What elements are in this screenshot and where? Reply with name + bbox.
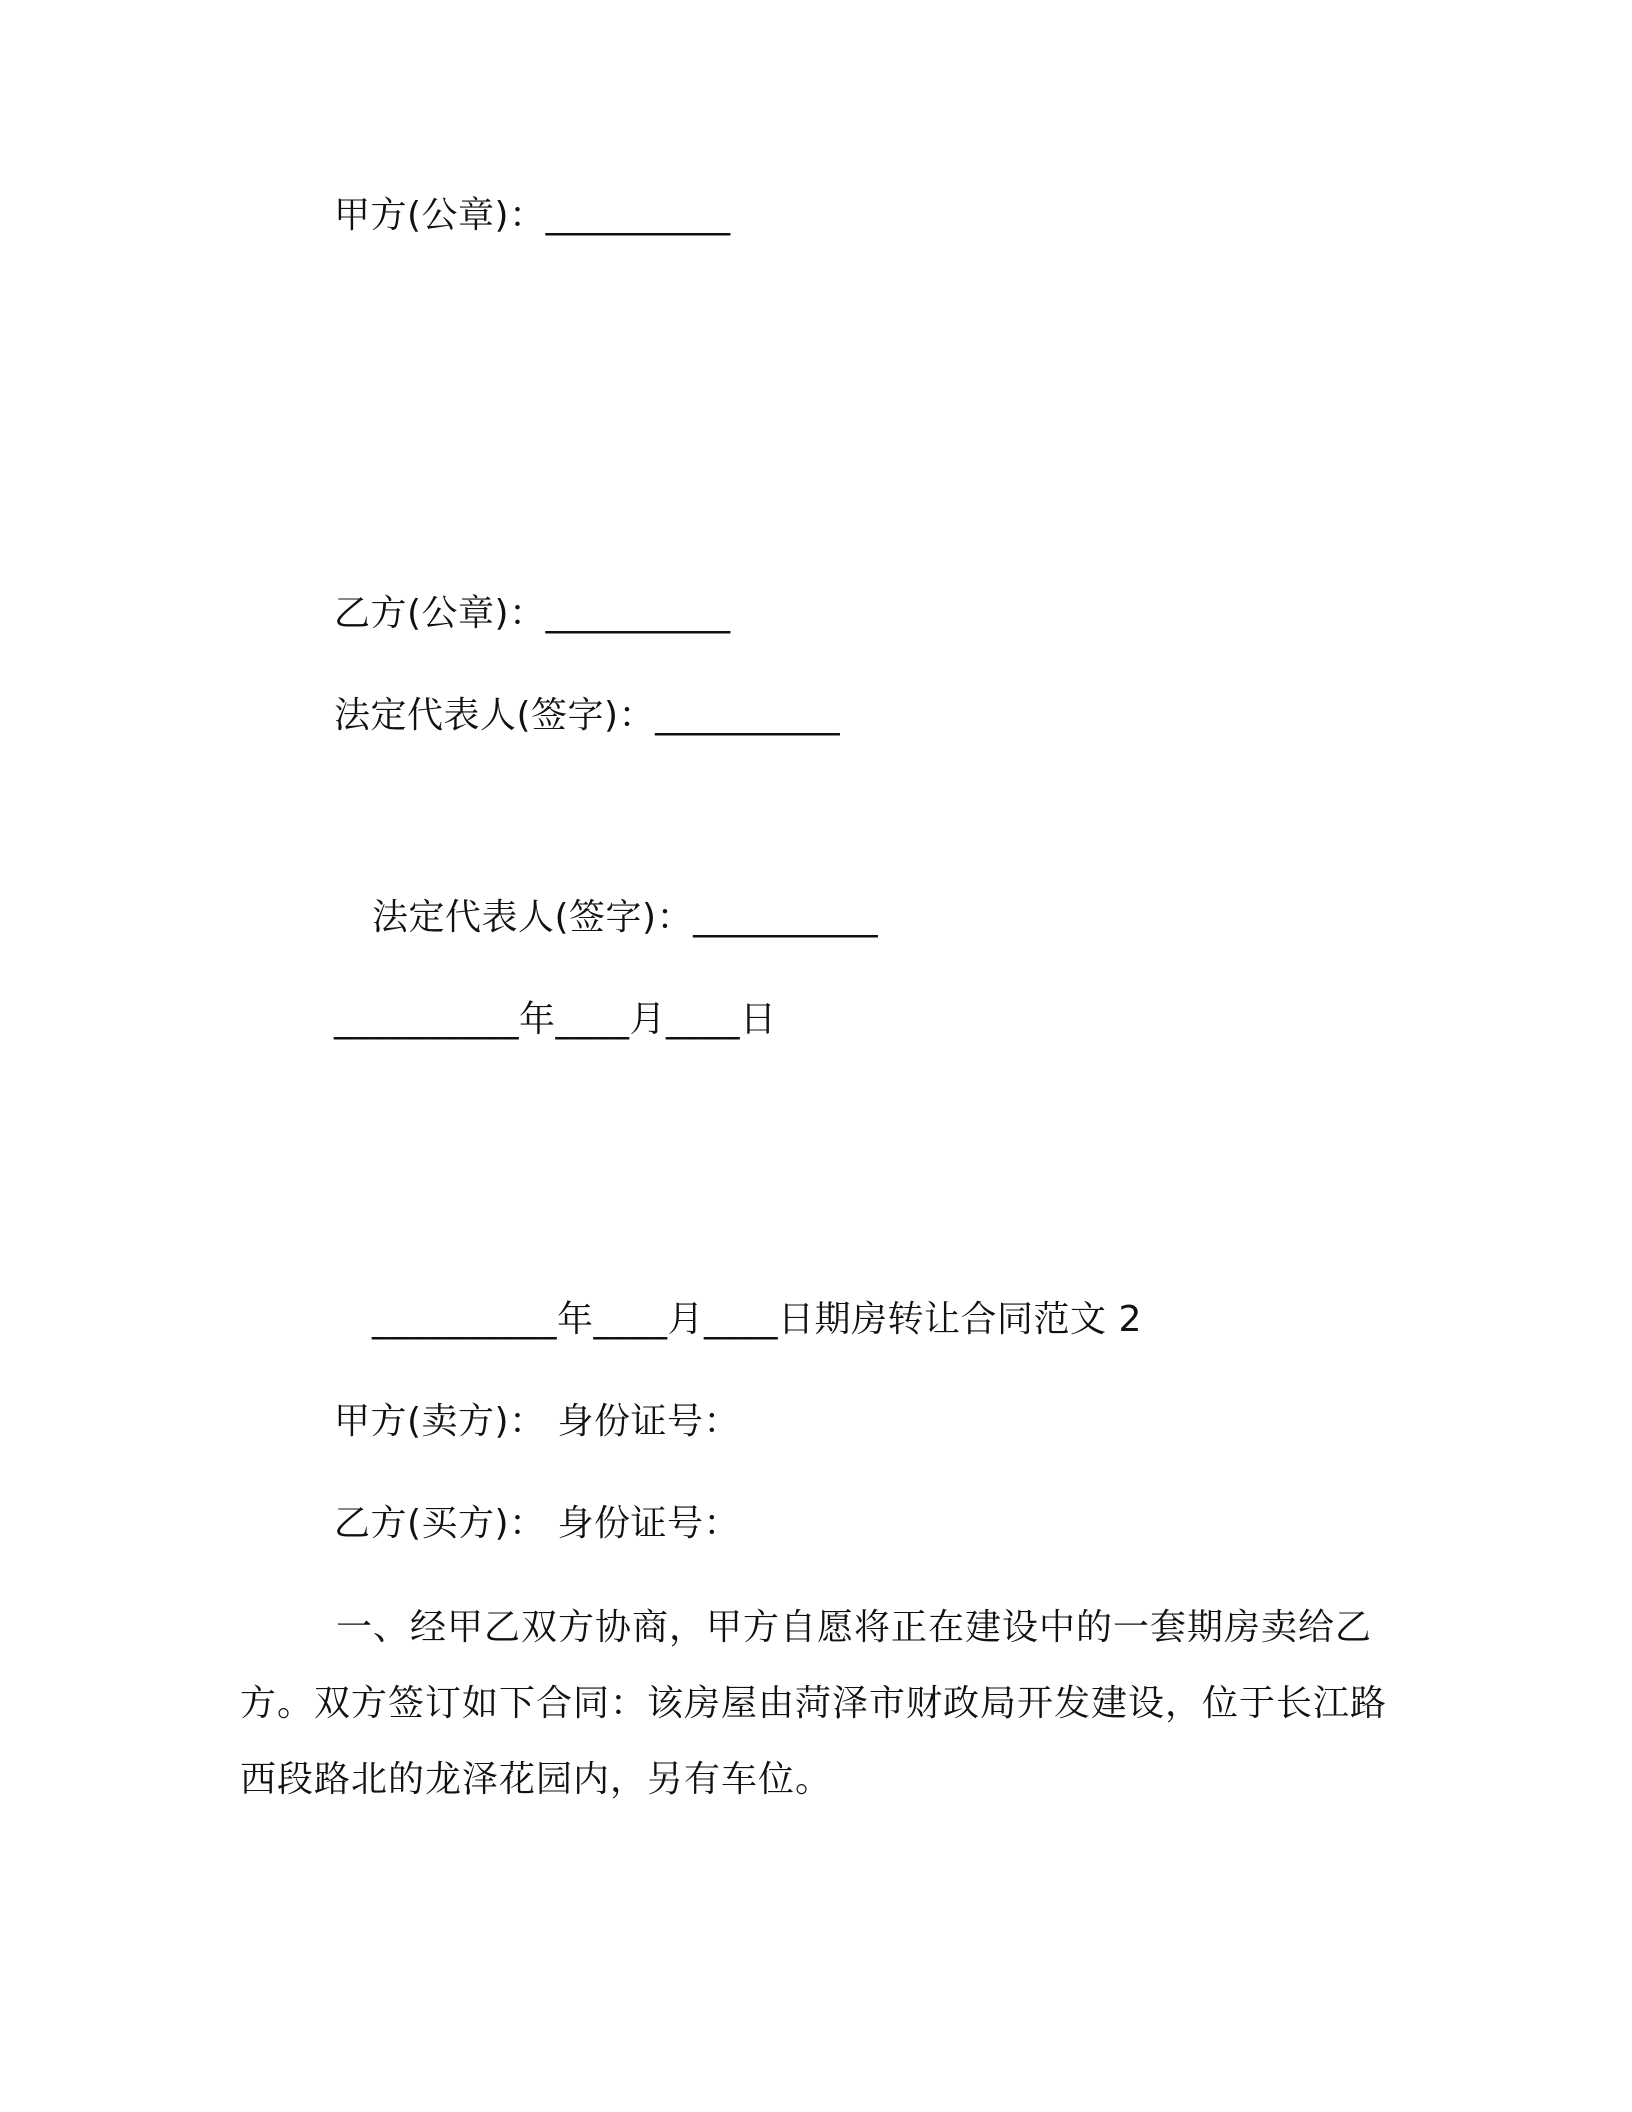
seller-id-line: 甲方(卖方)： 身份证号： (334, 1401, 741, 1442)
date-line: __________年____月____日 (334, 999, 777, 1040)
party-b-seal-line: 乙方(公章)：__________ (334, 593, 731, 634)
legal-representative-line-2: 法定代表人(签字)：__________ (372, 897, 879, 938)
legal-representative-line-1: 法定代表人(签字)：__________ (334, 695, 841, 736)
section-title: __________年____月____日期房转让合同范文 2 (372, 1299, 1142, 1340)
buyer-id-line: 乙方(买方)： 身份证号： (334, 1503, 741, 1544)
party-a-seal-line: 甲方(公章)：__________ (334, 195, 731, 236)
clause-1-paragraph: 一、经甲乙双方协商，甲方自愿将正在建设中的一套期房卖给乙方。双方签订如下合同：该房屋由菏泽市财政局开发建设，位于长江路西段路北的龙泽花园内，另有车位。 (240, 1607, 1388, 1800)
